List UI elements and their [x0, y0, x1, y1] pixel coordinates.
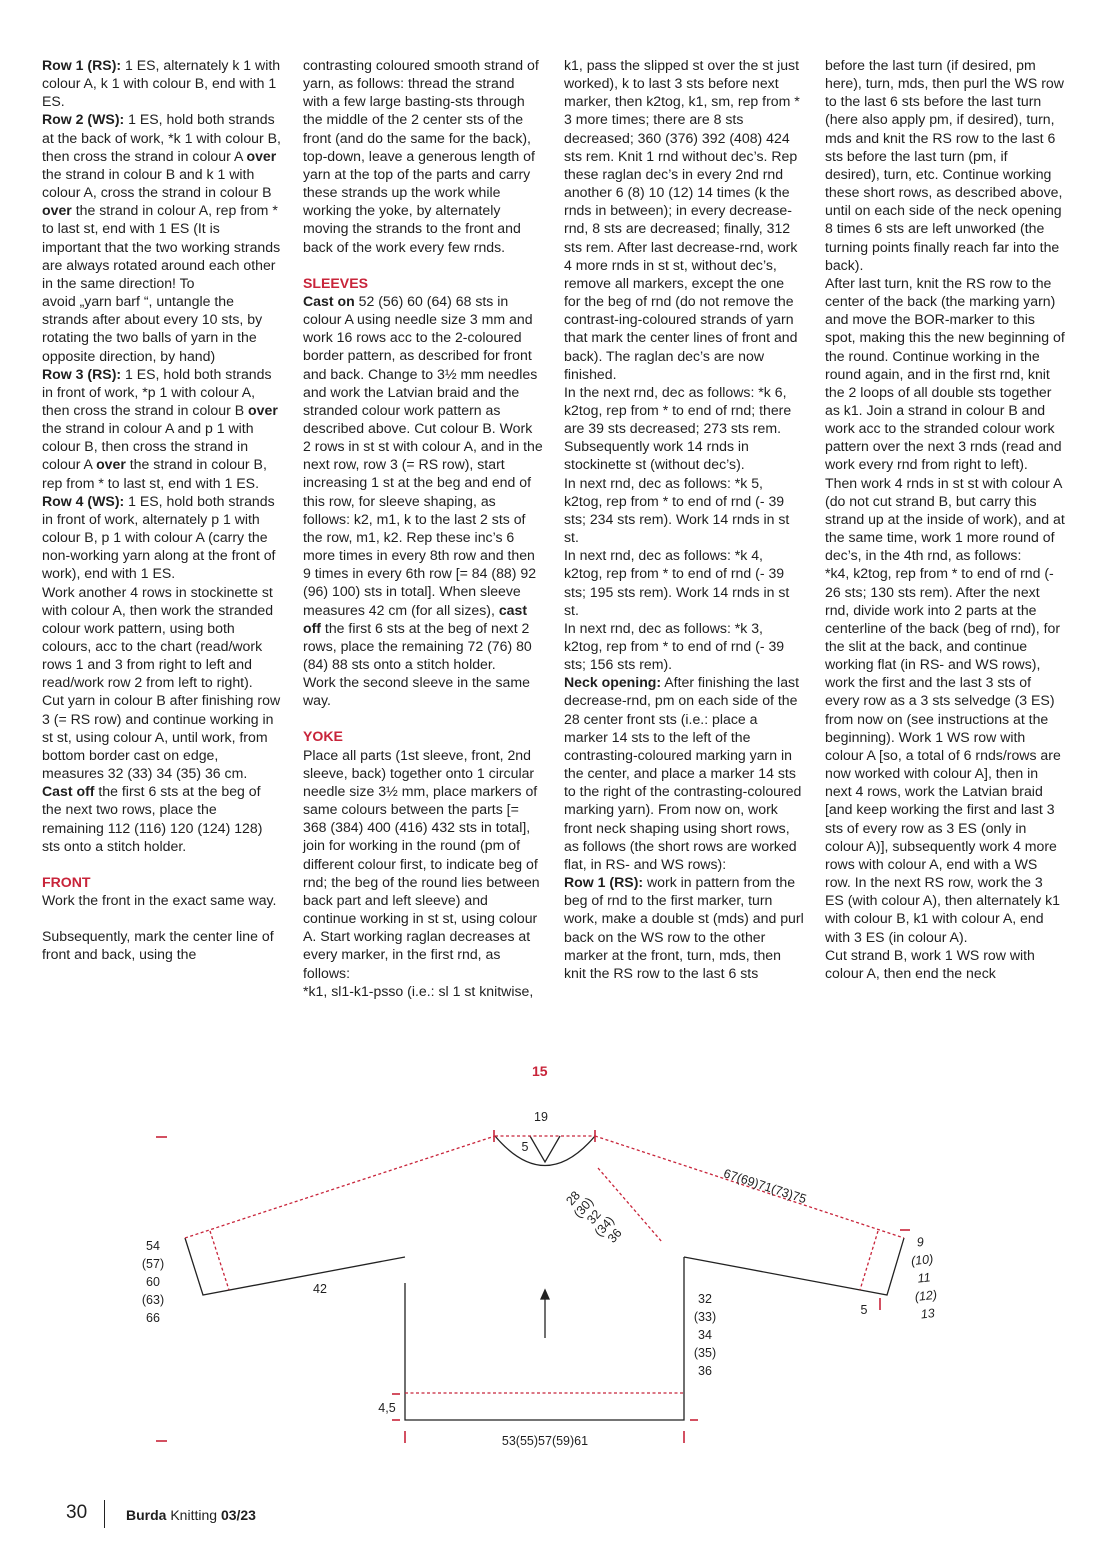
label-neck-depth: 5 — [521, 1140, 529, 1154]
paragraph: Row 1 (RS): 1 ES, alternately k 1 with colour A, k 1 with colour B, end with 1 ES. — [42, 57, 281, 110]
label-body-length: 32 (33) 34 (35) 36 — [693, 1292, 717, 1378]
label-neck-width: 19 — [534, 1110, 548, 1124]
section-heading: SLEEVES — [303, 274, 369, 291]
paragraph: Row 3 (RS): 1 ES, hold both strands in front of work, *p 1 with colour A, then cross the strand in colour B over the strand in colour A and p 1 with colour B, then cross the strand in colour A over the strand in colour B, rep from * to last st, end with 1 ES. — [42, 365, 278, 491]
left-cuff-border — [210, 1231, 229, 1290]
body-outline — [405, 1257, 684, 1420]
label-cuff-border: 5 — [860, 1303, 868, 1317]
label-body-width: 53(55)57(59)61 — [501, 1434, 589, 1448]
label-upper-arm: 54 (57) 60 (63) 66 — [141, 1239, 165, 1325]
raglan-left — [185, 1136, 495, 1238]
label-border-height: 4,5 — [378, 1401, 396, 1415]
paragraph: Work the front in the exact same way. — [42, 892, 277, 909]
paragraph: *k4, k2tog, rep from * to end of rnd (- 26 sts; 130 sts rem). After the next rnd, divide work into 2 parts at the centerline of the back (beg of rnd), for the slit at the back, and continue working flat (in RS- and WS rows), work the first and the last 3 sts of every row as a 3 sts selvedge (3 ES) from now on (see instructions at the beginning). Work 1 WS row with colour A [so, a total of 6 rnds/rows are now worked with colour A], then in next 4 rows, work the Latvian braid [and keep working the first and last 3 sts of every row as 3 ES (only in colour A)], subsequently work 4 more rows with colour A, end with a WS row. In the next RS row, work the 3 ES (with colour A), then alternately k1 with colour B, k1 with colour A, end with 3 ES (in colour A). — [825, 565, 1061, 945]
left-sleeve-outline — [185, 1238, 405, 1295]
paragraph: Work another 4 rows in stockinette st with colour A, then work the stranded colour work pattern, using both colours, acc to the chart (read/work rows 1 and 3 from right to left and read/work row 2 from left to right). — [42, 583, 274, 691]
paragraph: before the last turn (if desired, pm here), turn, mds, then purl the WS row to the last 6 sts before the last turn (here also apply pm, if desired), turn, mds and knit the RS row to the last 6 sts before the last turn (pm, if desired), turn, etc. Continue working these short rows, as described above, until on each side of the neck opening 8 times 6 sts are left unworked (the turning points finally reach far into the back). — [825, 57, 1064, 273]
paragraph: Row 4 (WS): 1 ES, hold both strands in front of work, alternately p 1 with colour B, p 1 with colour A (carry the non-working yarn along at the front of work), end with 1 ES. — [42, 492, 276, 582]
paragraph: In next rnd, dec as follows: *k 5, k2tog, rep from * to end of rnd (- 39 sts; 234 sts rem). Work 14 rnds in st st. — [564, 474, 790, 546]
paragraph: Subsequently, mark the center line of front and back, using the — [42, 928, 274, 963]
paragraph: contrasting coloured smooth strand of yarn, as follows: thread the strand with a few large basting-sts through the middle of the 2 center sts of the front (and do the same for the back), top-down, leave a generous length of yarn at the top of the parts and carry these strands up the work while working the yoke, by alternately moving the strands to the front and back of the work every few rnds. — [303, 57, 539, 255]
schematic-number: 15 — [532, 1063, 548, 1079]
paragraph: Cast off the first 6 sts at the beg of the next two rows, place the remaining 112 (116) 120 (124) 128) sts onto a stitch holder. — [42, 783, 263, 854]
paragraph: After last turn, knit the RS row to the center of the back (the marking yarn) and move the BOR-marker to this spot, making this the new beginning of the round. Continue working in the round again, and in the first rnd, knit the 2 loops of all double sts together as k1. Join a strand in colour B and work acc to the stranded colour work pattern over the next 3 rnds (read and work every rnd from right to left). — [825, 274, 1065, 473]
paragraph: Row 1 (RS): work in pattern from the beg of rnd to the first marker, turn work, make a double st (mds) and purl back on the WS row to the other marker at the front, turn, mds, then knit the RS row to the last 6 sts — [564, 874, 804, 981]
paragraph: Neck opening: After finishing the last decrease-rnd, pm on each side of the 28 center front sts (i.e.: place a marker 14 sts to the left of the contrasting-coloured marking yarn in the center, and place a marker 14 sts to the right of the contrasting-coloured marking yarn). From now on, work front neck shaping using short rows, as follows (the short rows are worked flat, in RS- and WS rows): — [564, 674, 802, 872]
paragraph: Then work 4 rnds in st st with colour A (do not cut strand B, but carry this strand up at the inside of work), and at the same time, work 1 more round of dec’s, in the 4th rnd, as follows: — [825, 474, 1065, 564]
label-raglan: 67(69)71(73)75 — [721, 1166, 809, 1207]
neck-v — [530, 1136, 560, 1162]
paragraph: Subsequently work 14 rnds in stockinette st (without dec’s). — [564, 438, 749, 473]
paragraph: In the next rnd, dec as follows: *k 6, k2tog, rep from * to end of rnd; there are 39 sts decreased; 273 sts rem. — [564, 383, 792, 437]
paragraph: Cut strand B, work 1 WS row with colour A, then end the neck — [825, 946, 1035, 981]
label-sleeve-length: 42 — [313, 1282, 327, 1296]
paragraph: avoid „yarn barf “, untangle the strands after about every 10 sts, by rotating the two balls of yarn in the opposite direction, by hand) — [42, 293, 263, 364]
section-heading: FRONT — [42, 873, 91, 890]
footer — [66, 1502, 256, 1524]
label-yoke-depth: 28 (30) 32 (34) 36 — [563, 1188, 625, 1246]
paragraph: *k1, sl1-k1-psso (i.e.: sl 1 st knitwise, — [303, 982, 534, 999]
label-cuff: 9 (10) 11 (12) 13 — [910, 1234, 938, 1322]
right-sleeve-outline — [684, 1238, 904, 1295]
page-number: 30 — [66, 1502, 88, 1523]
paragraph: Work the second sleeve in the same way. — [303, 674, 530, 709]
paragraph: Place all parts (1st sleeve, front, 2nd sleeve, back) together onto 1 circular needle size 3½ mm, place markers of same colours between the parts [= 368 (384) 400 (416) 432 sts in total], join for working in the round (pm of different colour first, to indicate beg of rnd; the beg of the round lies between back part and left sleeve) and continue working in st st, using colour A. Start working raglan decreases at every marker, in the first rnd, as follows: — [303, 746, 540, 981]
section-heading: YOKE — [303, 728, 343, 745]
paragraph: In next rnd, dec as follows: *k 3, k2tog, rep from * to end of rnd (- 39 sts; 156 sts rem). — [564, 619, 785, 673]
paragraph: Cast on 52 (56) 60 (64) 68 sts in colour A using needle size 3 mm and work 16 rows acc to the 2-coloured border pattern, as described for front and back. Change to 3½ mm needles and work the Latvian braid and the stranded colour work pattern as described above. Cut colour B. Work 2 rows in st st with colour A, and in the next row, row 3 (= RS row), start increasing 1 st at the beg and end of this row, for sleeve shaping, as follows: k2, m1, k to the last 2 sts of the row, m1, k2. Rep these inc’s 6 more times in every 8th row and then 9 times in every 6th row [= 84 (88) 92 (96) 100) sts in total]. When sleeve measures 42 cm (for all sizes), cast off the first 6 sts at the beg of next 2 rows, place the remaining 72 (76) 80 (84) 88 sts onto a stitch holder. — [303, 292, 543, 672]
right-cuff-border — [860, 1231, 878, 1290]
paragraph: Row 2 (WS): 1 ES, hold both strands at the back of work, *k 1 with colour B, then cross the strand in colour A over the strand in colour B and k 1 with colour A, cross the strand in colour B over the strand in colour A, rep from * to last st, end with 1 ES (It is important that the two working strands are always rotated around each other in the same direction! To — [42, 111, 281, 291]
magazine-name: Burda Knitting 03/23 — [126, 1507, 256, 1523]
paragraph: k1, pass the slipped st over the st just worked), k to last 3 sts before next marker, then k2tog, k1, sm, rep from * 3 more times; there are 8 sts decreased; 360 (376) 392 (408) 424 sts rem. Knit 1 rnd without dec’s. Rep these raglan dec’s in every 2nd rnd another 6 (8) 10 (12) 14 times (k the rnds in between); in every decrease-rnd, 8 sts are decreased; finally, 312 sts rem. After last decrease-rnd, work 4 more rnds in st st, without dec’s, remove all markers, except the one for the beg of rnd (do not remove the contrast-ing-coloured strands of yarn that mark the center lines of front and back). The raglan dec’s are now finished. — [564, 57, 800, 382]
paragraph: In next rnd, dec as follows: *k 4, k2tog, rep from * to end of rnd (- 39 sts; 195 sts rem). Work 14 rnds in st st. — [564, 547, 790, 618]
paragraph: Cut yarn in colour B after finishing row 3 (= RS row) and continue working in st st, using colour A, until work, from bottom border cast on edge, measures 32 (33) 34 (35) 36 cm. — [42, 692, 281, 782]
